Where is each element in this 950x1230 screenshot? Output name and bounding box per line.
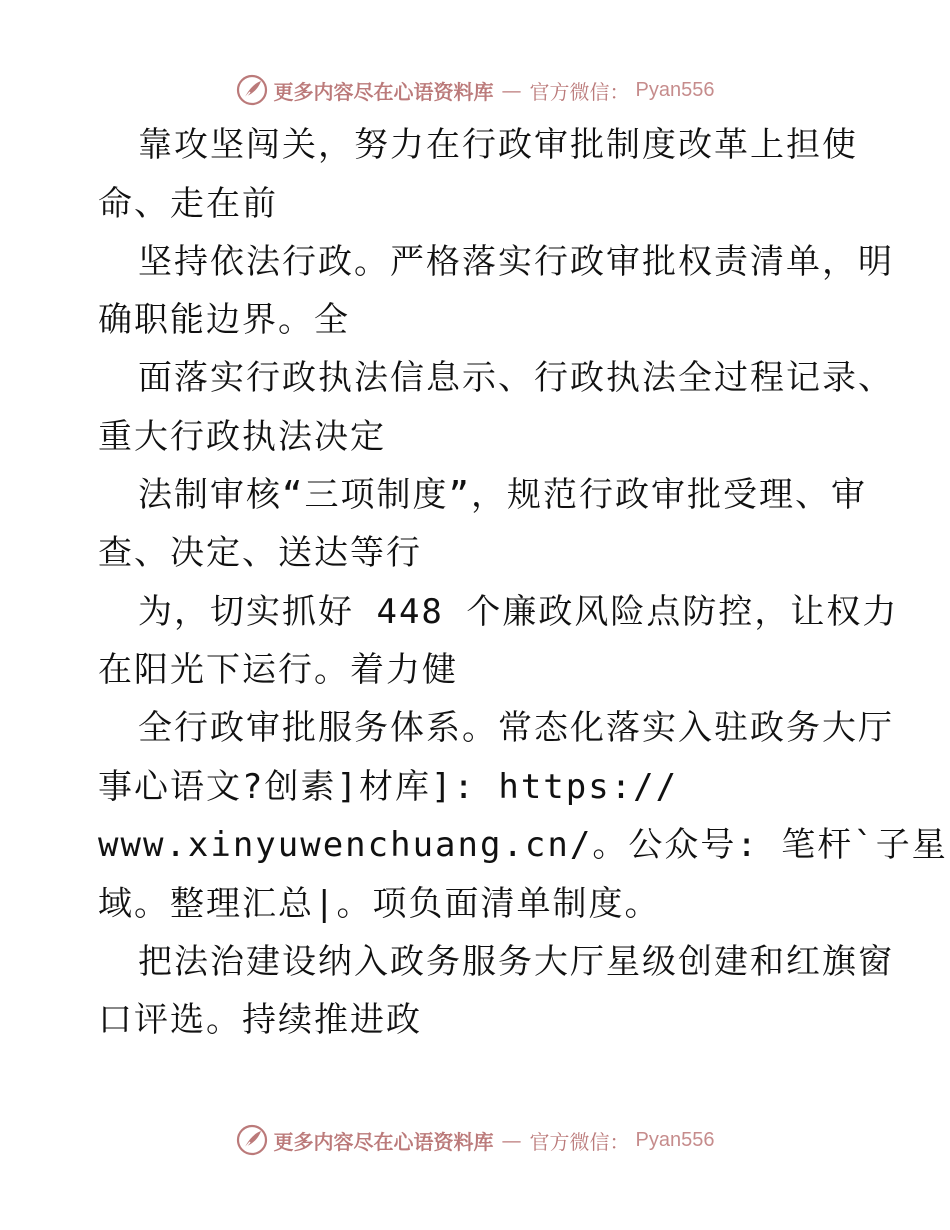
body-line: 全行政审批服务体系。常态化落实入驻政务大厅 [138, 708, 894, 748]
body-line: 为，切实抓好 448 个廉政风险点防控，让权力 [138, 592, 899, 632]
body-line: 把法治建设纳入政务服务大厅星级创建和红旗窗 [138, 942, 894, 982]
header-brand-text: 更多内容尽在心语资料库 [273, 79, 494, 104]
body-line: 查、决定、送达等行 [98, 533, 422, 573]
footer-brand-text: 更多内容尽在心语资料库 [273, 1129, 494, 1154]
header-wechat-account: Pyan556 [635, 78, 715, 101]
header-wechat-label: 官方微信： [529, 79, 630, 104]
footer-dash: — [501, 1128, 522, 1152]
body-line: 靠攻坚闯关，努力在行政审批制度改革上担使 [138, 125, 858, 165]
body-line: 坚持依法行政。严格落实行政审批权责清单，明 [138, 242, 894, 282]
footer-wechat-label: 官方微信： [529, 1129, 630, 1154]
body-line: 事心语文?创素]材库]: https:// [98, 767, 679, 807]
body-line: 域。整理汇总|。项负面清单制度。 [98, 884, 661, 924]
body-line: www.xinyuwenchuang.cn/。公众号: 笔杆`子星 [98, 825, 948, 865]
body-line: 命、走在前 [98, 184, 278, 224]
feather-quill-logo-icon [236, 1124, 268, 1156]
body-line: 面落实行政执法信息示、行政执法全过程记录、 [138, 358, 894, 398]
body-line: 确职能边界。全 [98, 300, 350, 340]
footer-wechat-account: Pyan556 [635, 1128, 715, 1151]
body-line: 法制审核“三项制度”，规范行政审批受理、审 [138, 475, 867, 515]
body-line: 在阳光下运行。着力健 [98, 650, 458, 690]
header-dash: — [501, 78, 522, 102]
body-line: 口评选。持续推进政 [98, 1000, 422, 1040]
footer-watermark-banner [0, 1122, 950, 1158]
body-line: 重大行政执法决定 [98, 417, 386, 457]
